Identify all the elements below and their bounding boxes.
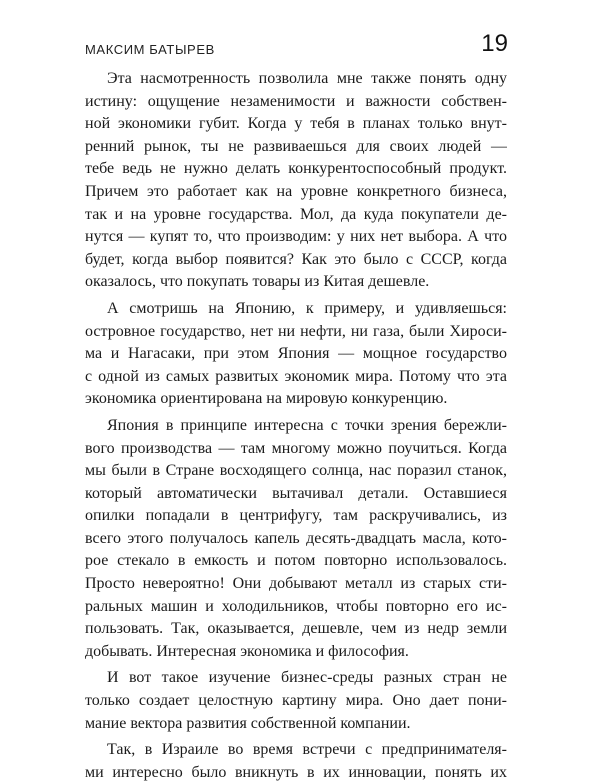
text-line: истину: ощущение незаменимости и важности собствен-	[85, 92, 507, 110]
paragraph	[85, 415, 507, 664]
body-text	[85, 68, 507, 784]
text-line: Япония в принципе интересна с точки зрения бережли-	[107, 416, 507, 434]
text-line: А смотришь на Японию, к примеру, и удивляешься:	[107, 299, 507, 317]
text-line: будет, когда выбор появится? Как это было с СССР, когда	[85, 250, 507, 268]
text-line: пользовать. Так, оказывается, дешевле, чем из недр земли	[85, 620, 507, 638]
text-line: ма и Нагасаки, при этом Япония — мощное государство	[85, 345, 507, 363]
text-line: ми интересно было вникнуть в их инновации, понять их	[85, 763, 507, 781]
text-line: И вот такое изучение бизнес-среды разных стран не	[107, 669, 507, 687]
text-line: Так, в Израиле во время встречи с предпринимателя-	[107, 741, 507, 759]
text-line: Эта насмотренность позволила мне также понять одну	[107, 70, 507, 87]
text-line: который автоматически вытачивал детали. Оставшиеся	[85, 484, 507, 502]
paragraph	[85, 667, 507, 735]
text-line: всего этого получалось капель десять-двадцать масла, кото-	[85, 529, 507, 547]
paragraph	[85, 739, 507, 784]
text-line: Причем это работает как на уровне конкретного бизнеса,	[85, 182, 507, 200]
text-line: ренний рынок, ты не развиваешься для своих людей —	[85, 137, 507, 155]
text-line: мы были в Стране восходящего солнца, нас поразил станок,	[85, 462, 507, 480]
text-line: тебе ведь не нужно делать конкурентоспособный продукт.	[85, 160, 507, 178]
author-name: МАКСИМ БАТЫРЕВ	[85, 42, 215, 57]
text-line: нутся — купят то, что производим: у них нет выбора. А что	[85, 228, 507, 246]
running-header	[85, 30, 508, 66]
text-line: Просто невероятно! Они добывают металл из старых сти-	[85, 575, 507, 593]
text-line: мание вектора развития собственной компании.	[85, 714, 411, 732]
text-line: с одной из самых развитых экономик мира. Потому что эта	[85, 367, 507, 385]
paragraph	[85, 68, 507, 294]
text-line: только создает целостную картину мира. Оно дает пони-	[85, 692, 507, 710]
text-line: ральных машин и холодильников, чтобы повторно его ис-	[85, 597, 507, 615]
text-line: рое стекало в емкость и потом повторно использовалось.	[85, 552, 507, 570]
text-line: оказалось, что покупать товары из Китая дешевле.	[85, 273, 430, 291]
text-line: добывать. Интересная экономика и философия.	[85, 642, 409, 660]
text-line: вого производства — там многому можно поучиться. Когда	[85, 439, 507, 457]
text-line: ной экономики губит. Когда у тебя в планах только внут-	[85, 115, 507, 133]
page-number: 19	[481, 30, 508, 57]
text-line: опилки попадали в центрифугу, там раскручивались, из	[85, 507, 507, 525]
text-line: островное государство, нет ни нефти, ни газа, были Хироси-	[85, 322, 507, 340]
paragraph	[85, 298, 507, 411]
text-line: экономика ориентирована на мировую конкуренцию.	[85, 390, 448, 408]
text-line: так и на уровне государства. Мол, да куда покупатели де-	[85, 205, 507, 223]
